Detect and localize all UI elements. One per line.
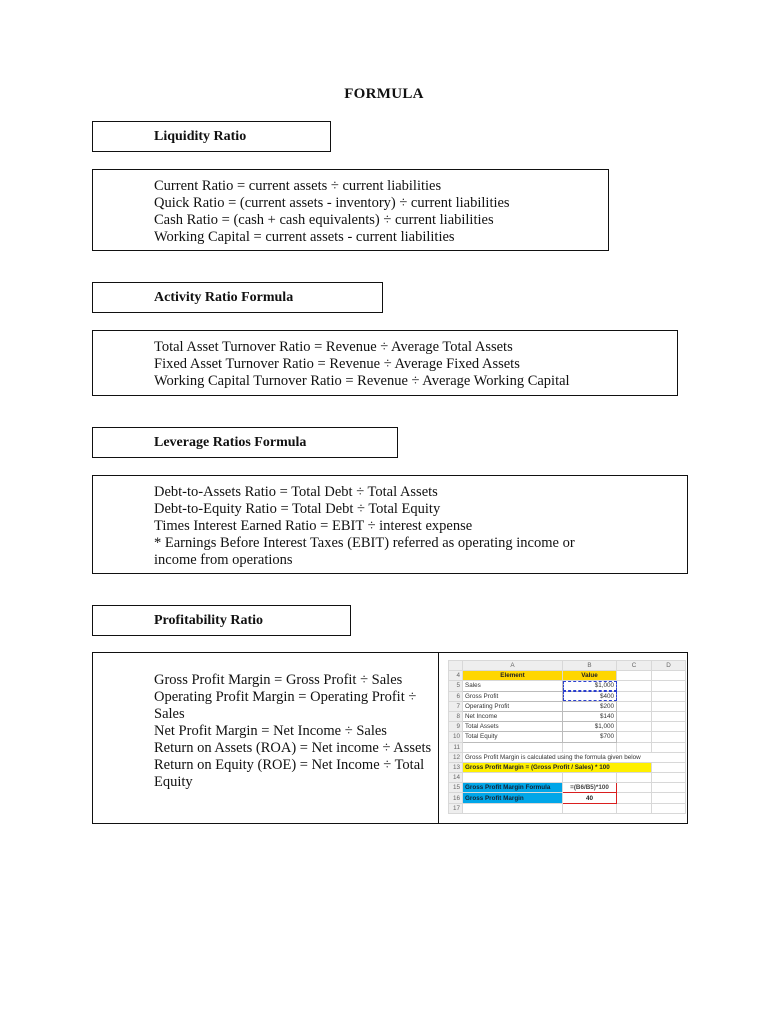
operating-profit-margin-formula: Operating Profit Margin = Operating Profit ÷ Sales: [154, 689, 417, 722]
result-cell: 40: [563, 793, 617, 803]
table-row: [449, 711, 686, 721]
row-number: 12: [449, 752, 463, 762]
column-header-row: [449, 661, 686, 671]
row-number: 5: [449, 681, 463, 691]
table-row: [449, 803, 686, 813]
row-number: 8: [449, 711, 463, 721]
table-row: [449, 681, 686, 691]
table-header-row: [449, 671, 686, 681]
row-number: 6: [449, 691, 463, 701]
spreadsheet-grid: [448, 660, 686, 814]
working-capital-formula: Working Capital = current assets - current liabilities: [154, 229, 455, 245]
result-label-cell: Gross Profit Margin: [463, 793, 563, 803]
debt-to-assets-formula: Debt-to-Assets Ratio = Total Debt ÷ Total Assets: [154, 484, 438, 500]
formula-label-cell: Gross Profit Margin Formula: [463, 783, 563, 793]
column-header-c: C: [617, 661, 652, 671]
column-header-d: D: [652, 661, 686, 671]
row-number: 15: [449, 783, 463, 793]
table-row: [449, 722, 686, 732]
gross-profit-margin-formula: Gross Profit Margin = Gross Profit ÷ Sales: [154, 672, 403, 688]
value-cell: $1,000: [563, 681, 617, 691]
roa-formula: Return on Assets (ROA) = Net income ÷ Assets: [154, 740, 432, 756]
value-cell: $200: [563, 701, 617, 711]
ebit-note: * Earnings Before Interest Taxes (EBIT) referred as operating income or: [154, 535, 575, 551]
column-header-a: A: [463, 661, 563, 671]
leverage-heading: [92, 427, 398, 458]
roe-formula: Return on Equity (ROE) = Net Income ÷ Total Equity: [154, 757, 425, 790]
row-number: 7: [449, 701, 463, 711]
element-header: Element: [463, 671, 563, 681]
element-cell: Sales: [463, 681, 563, 691]
net-profit-margin-formula: Net Profit Margin = Net Income ÷ Sales: [154, 723, 387, 739]
liquidity-heading: [92, 121, 331, 152]
debt-to-equity-formula: Debt-to-Equity Ratio = Total Debt ÷ Total Equity: [154, 501, 441, 517]
activity-heading: [92, 282, 383, 313]
page-title: FORMULA: [344, 86, 424, 102]
table-row: [449, 783, 686, 793]
table-row: [449, 793, 686, 803]
total-asset-turnover-formula: Total Asset Turnover Ratio = Revenue ÷ Average Total Assets: [154, 339, 513, 355]
profitability-heading: [92, 605, 351, 636]
table-row: [449, 732, 686, 742]
element-cell: Gross Profit: [463, 691, 563, 701]
element-cell: Total Assets: [463, 722, 563, 732]
profitability-heading-text: Profitability Ratio: [154, 612, 264, 628]
element-cell: Total Equity: [463, 732, 563, 742]
spreadsheet-example: [448, 660, 685, 821]
value-cell: $140: [563, 711, 617, 721]
table-row: [449, 691, 686, 701]
row-number: 11: [449, 742, 463, 752]
profitability-formulas: [92, 652, 688, 824]
value-cell: $700: [563, 732, 617, 742]
fixed-asset-turnover-formula: Fixed Asset Turnover Ratio = Revenue ÷ Average Fixed Assets: [154, 356, 520, 372]
explanation-text: Gross Profit Margin is calculated using the formula given below: [463, 752, 686, 762]
table-row: [449, 773, 686, 783]
times-interest-earned-formula: Times Interest Earned Ratio = EBIT ÷ interest expense: [154, 518, 473, 534]
quick-ratio-formula: Quick Ratio = (current assets - inventory) ÷ current liabilities: [154, 195, 510, 211]
value-cell: $400: [563, 691, 617, 701]
element-cell: Operating Profit: [463, 701, 563, 711]
current-ratio-formula: Current Ratio = current assets ÷ current liabilities: [154, 178, 442, 194]
formula-cell: =(B6/B5)*100: [563, 783, 617, 793]
row-number: 13: [449, 762, 463, 772]
working-capital-turnover-formula: Working Capital Turnover Ratio = Revenue ÷ Average Working Capital: [154, 373, 570, 389]
profitability-text: [154, 672, 434, 791]
row-number: 4: [449, 671, 463, 681]
ebit-note-continued: income from operations: [154, 552, 293, 568]
value-cell: $1,000: [563, 722, 617, 732]
liquidity-formulas: [92, 169, 609, 251]
corner-cell: [449, 661, 463, 671]
table-row: [449, 762, 686, 772]
column-divider: [438, 653, 439, 823]
column-header-b: B: [563, 661, 617, 671]
row-number: 14: [449, 773, 463, 783]
formula-text: Gross Profit Margin = (Gross Profit / Sales) * 100: [463, 762, 652, 772]
element-cell: Net Income: [463, 711, 563, 721]
activity-heading-text: Activity Ratio Formula: [154, 289, 294, 305]
table-row: [449, 742, 686, 752]
liquidity-heading-text: Liquidity Ratio: [154, 128, 247, 144]
row-number: 9: [449, 722, 463, 732]
row-number: 10: [449, 732, 463, 742]
row-number: 16: [449, 793, 463, 803]
cash-ratio-formula: Cash Ratio = (cash + cash equivalents) ÷ current liabilities: [154, 212, 494, 228]
table-row: [449, 752, 686, 762]
leverage-heading-text: Leverage Ratios Formula: [154, 434, 307, 450]
value-header: Value: [563, 671, 617, 681]
row-number: 17: [449, 803, 463, 813]
table-row: [449, 701, 686, 711]
leverage-formulas: [92, 475, 688, 574]
activity-formulas: [92, 330, 678, 396]
